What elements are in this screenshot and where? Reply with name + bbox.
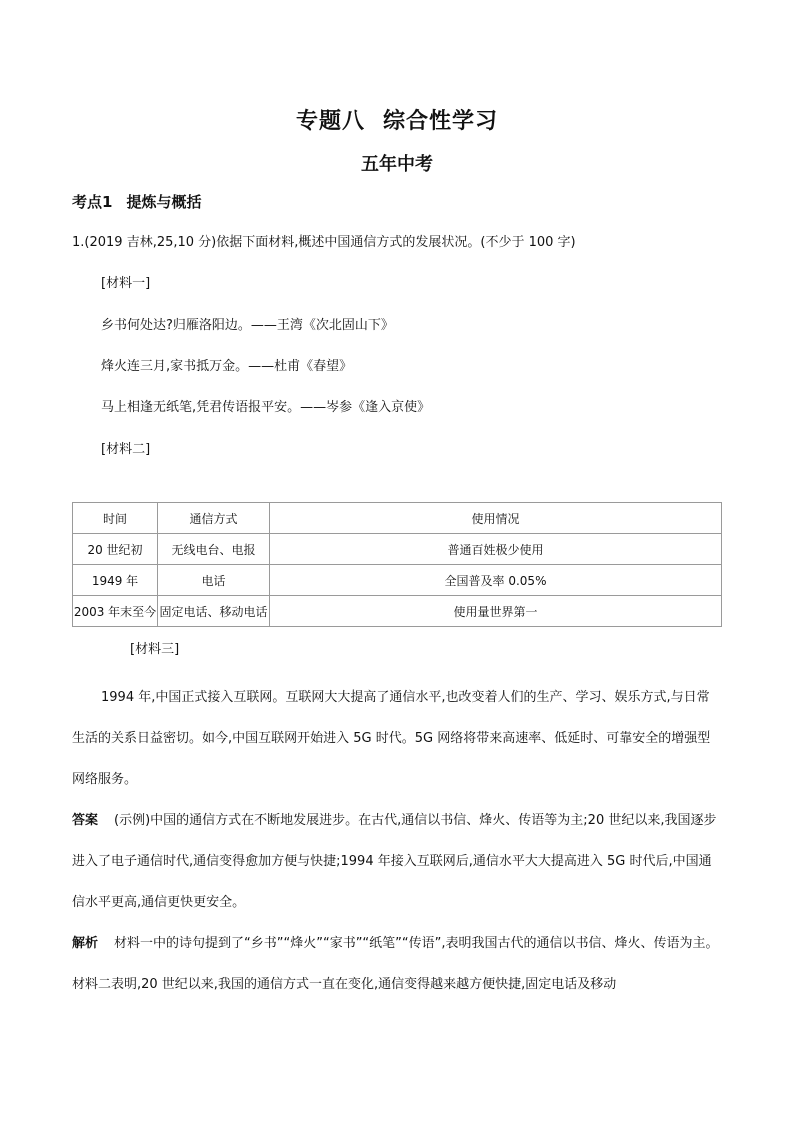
material-1-label: [材料一]	[101, 276, 151, 291]
table-header-cell: 时间	[73, 503, 158, 534]
table-cell: 全国普及率 0.05%	[270, 565, 722, 596]
table-header-row	[73, 503, 722, 534]
poem-line: 马上相逢无纸笔,凭君传语报平安。——岑参《逢入京使》	[101, 400, 431, 415]
material-2-label: [材料二]	[101, 442, 151, 457]
section-heading	[72, 191, 201, 212]
table-cell: 普通百姓极少使用	[270, 534, 722, 565]
table-row	[73, 534, 722, 565]
poem-line: 烽火连三月,家书抵万金。——杜甫《春望》	[101, 359, 353, 374]
table-cell: 固定电话、移动电话	[158, 596, 270, 627]
answer-paragraph	[72, 800, 722, 923]
material-3-paragraph: 1994 年,中国正式接入互联网。互联网大大提高了通信水平,也改变着人们的生产、学习、娱乐方式,与日常生活的关系日益密切。如今,中国互联网开始进入 5G 时代。5G 网络将带来高速率、低延时、可靠安全的增强型网络服务。	[72, 690, 711, 787]
table-cell: 1949 年	[73, 565, 158, 596]
section-name: 提炼与概括	[126, 193, 202, 211]
analysis-text: 材料一中的诗句提到了“乡书”“烽火”“家书”“纸笔”“传语”,表明我国古代的通信以书信、烽火、传语为主。材料二表明,20 世纪以来,我国的通信方式一直在变化,通信变得越来越方便快捷,固定电话及移动	[72, 936, 719, 992]
table-header-cell: 使用情况	[270, 503, 722, 534]
title-part-1: 专题八	[295, 109, 365, 134]
page-subtitle: 五年中考	[361, 154, 433, 175]
table-cell: 无线电台、电报	[158, 534, 270, 565]
table-header-cell: 通信方式	[158, 503, 270, 534]
section-label: 考点1	[72, 193, 113, 211]
material-3-label: [材料三]	[130, 642, 180, 657]
table-cell: 使用量世界第一	[270, 596, 722, 627]
answer-label: 答案	[72, 813, 99, 828]
question-text: 1.(2019 吉林,25,10 分)依据下面材料,概述中国通信方式的发展状况。(不少于 100 字)	[72, 235, 576, 250]
poem-line: 乡书何处达?归雁洛阳边。——王湾《次北固山下》	[101, 318, 394, 333]
page-title	[0, 104, 794, 135]
title-part-2: 综合性学习	[383, 109, 499, 134]
table-cell: 20 世纪初	[73, 534, 158, 565]
table-row	[73, 565, 722, 596]
analysis-label: 解析	[72, 936, 99, 951]
communication-table	[72, 502, 722, 627]
table-cell: 2003 年末至今	[73, 596, 158, 627]
analysis-paragraph	[72, 923, 722, 1005]
table-row	[73, 596, 722, 627]
answer-text: (示例)中国的通信方式在不断地发展进步。在古代,通信以书信、烽火、传语等为主;20 世纪以来,我国逐步进入了电子通信时代,通信变得愈加方便与快捷;1994 年接入互联网后,通信水平大大提高进入 5G 时代后,中国通信水平更高,通信更快更安全。	[72, 813, 717, 910]
table-cell: 电话	[158, 565, 270, 596]
